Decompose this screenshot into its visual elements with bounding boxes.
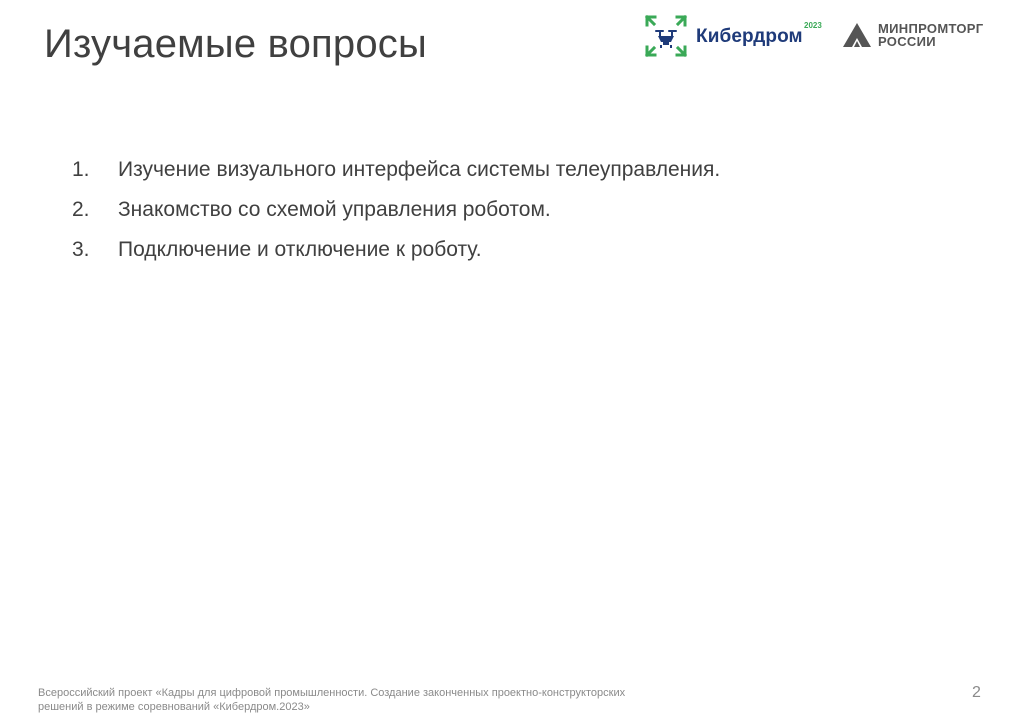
kiberdrom-logo [644,14,834,58]
questions-list [72,150,972,270]
page-title: Изучаемые вопросы [44,22,427,66]
list-item-text: Изучение визуального интерфейса системы телеуправления. [118,158,721,181]
list-item-number: 3. [72,238,90,261]
list-item [72,150,972,190]
list-item [72,190,972,230]
minpromtorg-triangle-icon [842,22,872,48]
kiberdrom-name: Кибердром [696,26,803,47]
list-item-text: Знакомство со схемой управления роботом. [118,198,551,221]
minpromtorg-line1: МИНПРОМТОРГ [878,21,984,36]
page-number: 2 [972,684,981,701]
list-item-number: 1. [72,158,90,181]
drone-icon [644,14,688,58]
minpromtorg-logo [842,20,1002,52]
footer-line2: решений в режиме соревнований «Кибердром.2023» [38,701,310,713]
list-item-text: Подключение и отключение к роботу. [118,238,482,261]
footer-line1: Всероссийский проект «Кадры для цифровой промышленности. Создание законченных проектно-конструкторских [38,687,626,699]
kiberdrom-year: 2023 [804,21,822,30]
list-item [72,230,972,270]
list-item-number: 2. [72,198,90,221]
minpromtorg-line2: РОССИИ [878,34,936,49]
footer-note [38,686,738,714]
